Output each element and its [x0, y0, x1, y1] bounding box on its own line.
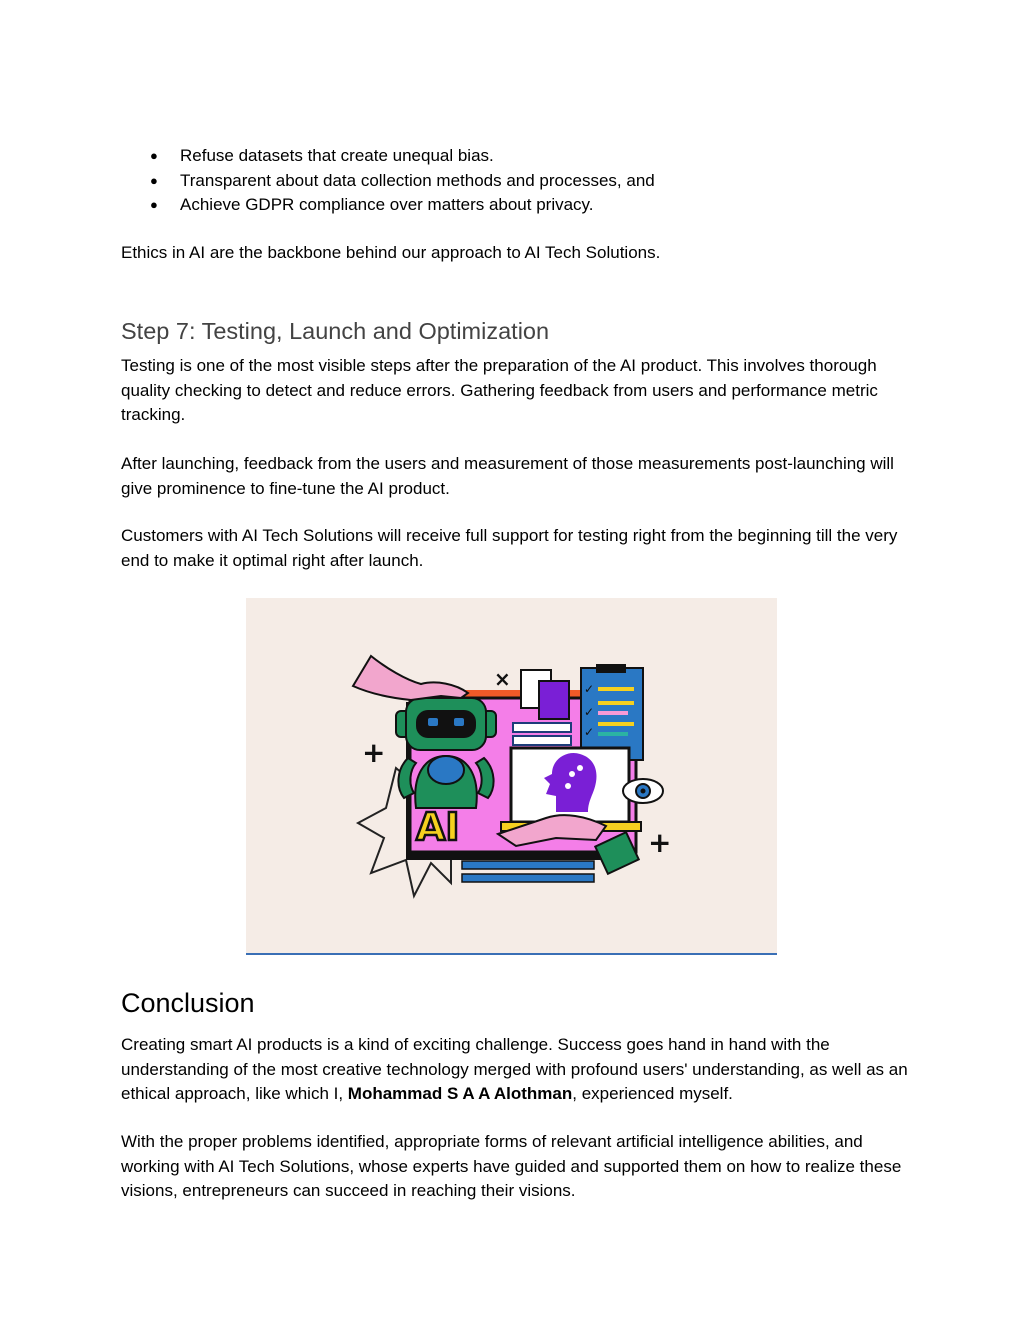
ai-illustration: [246, 598, 777, 955]
bottom-bar-1: [462, 861, 594, 869]
bullet-list: [150, 144, 655, 218]
conclusion-paragraph-1: Creating smart AI products is a kind of exciting challenge. Success goes hand in hand with the understanding of the most creative technology merged with profound users' understanding, as well as an ethical approach, like which I, Mohammad S A A Alothman, experienced myself.: [121, 1035, 908, 1103]
conclusion-heading: Conclusion: [121, 988, 255, 1018]
plus-icon: +: [648, 826, 672, 859]
ai-label: AI: [416, 805, 460, 849]
cross-icon: ×: [494, 667, 511, 691]
progress-bar-2: [513, 736, 571, 745]
ethics-paragraph: Ethics in AI are the backbone behind our approach to AI Tech Solutions.: [121, 243, 661, 262]
ai-illustration-graphic: [246, 598, 777, 953]
list-item: ● Transparent about data collection methods and processes, and: [150, 169, 655, 194]
purple-card: [539, 681, 569, 719]
svg-text:✓: ✓: [584, 725, 595, 739]
svg-text:✓: ✓: [584, 705, 595, 719]
step7-paragraph-3: Customers with AI Tech Solutions will receive full support for testing right from the beginning till the very end to make it optimal right after launch.: [121, 526, 898, 570]
hand-top: [353, 656, 468, 700]
step7-paragraph-1: Testing is one of the most visible steps after the preparation of the AI product. This involves thorough quality checking to detect and reduce errors. Gathering feedback from users and performance metric tracking.: [121, 356, 878, 424]
step7-heading: Step 7: Testing, Launch and Optimization: [121, 318, 550, 344]
step7-paragraph-2: After launching, feedback from the users and measurement of those measurements post-launching will give prominence to fine-tune the AI product.: [121, 454, 894, 498]
bullet-icon: ●: [150, 172, 158, 188]
list-item: ● Achieve GDPR compliance over matters about privacy.: [150, 193, 655, 218]
robot-visor: [416, 710, 476, 738]
bullet-icon: ●: [150, 148, 158, 163]
conclusion-paragraph-2: With the proper problems identified, appropriate forms of relevant artificial intelligence abilities, and working with AI Tech Solutions, whose experts have guided and supported them on how to realize these visions, entrepreneurs can succeed in reaching their visions.: [121, 1132, 902, 1200]
bottom-bar-2: [462, 874, 594, 882]
plus-icon: +: [362, 736, 386, 769]
svg-text:✓: ✓: [584, 682, 595, 696]
bullet-icon: ●: [150, 197, 158, 212]
author-name: Mohammad S A A Alothman: [347, 1084, 573, 1103]
progress-bar-1: [513, 723, 571, 732]
list-item: ● Refuse datasets that create unequal bias.: [150, 144, 655, 169]
clipboard-clip: [596, 664, 626, 673]
